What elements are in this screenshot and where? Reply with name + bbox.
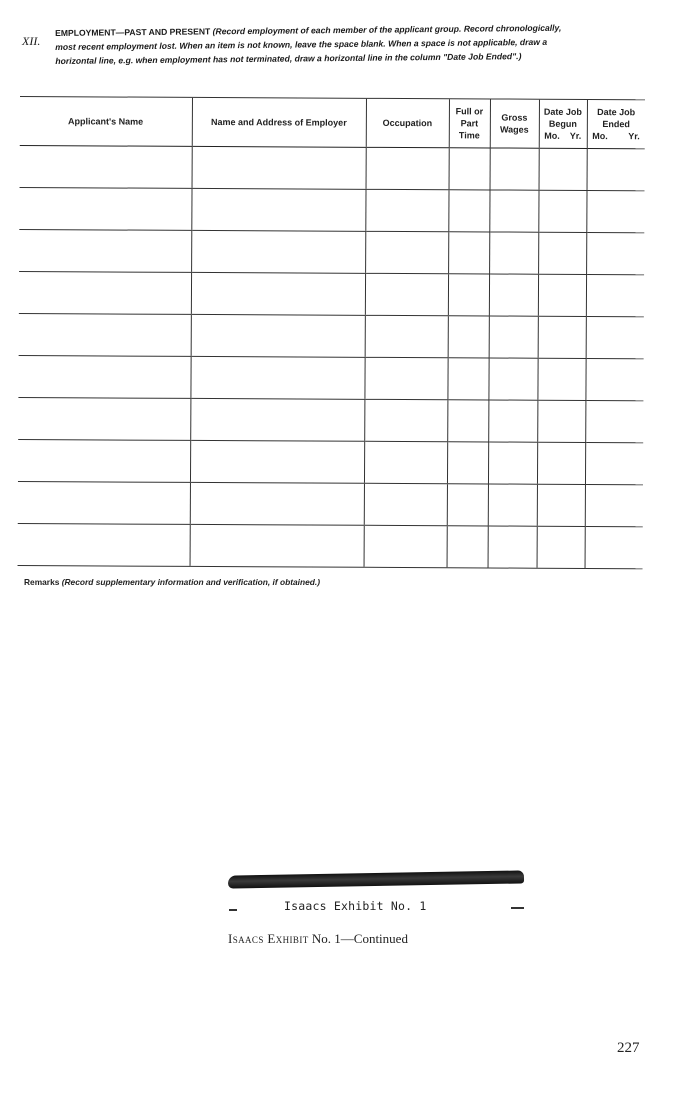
employer-cell	[190, 440, 364, 483]
applicant-cell	[18, 439, 190, 482]
wages-cell	[488, 400, 537, 442]
wages-cell	[488, 484, 537, 526]
employer-cell	[191, 272, 365, 315]
begun-cell	[537, 526, 585, 568]
applicant-cell	[19, 187, 191, 230]
table-row	[19, 229, 644, 274]
occupation-cell	[364, 399, 447, 441]
time-cell	[447, 358, 488, 400]
employer-cell	[190, 356, 364, 399]
remarks-line	[24, 577, 320, 587]
table-row	[19, 313, 644, 358]
table-row	[19, 187, 644, 232]
occupation-cell	[364, 357, 447, 399]
header-full-part-time: Full or Part Time	[449, 99, 490, 148]
begun-cell	[539, 148, 587, 190]
table-row	[18, 523, 643, 568]
wages-cell	[489, 232, 538, 274]
section-instructions-2: most recent employment lost. When an item is not known, leave the space blank. When a space is not applicable, draw a	[55, 36, 548, 52]
begun-cell	[537, 442, 585, 484]
time-cell	[447, 442, 488, 484]
time-cell	[448, 316, 489, 358]
table-row	[18, 439, 643, 484]
wages-cell	[489, 316, 538, 358]
begun-cell	[537, 400, 585, 442]
exhibit-label: Isaacs Exhibit No. 1	[284, 899, 427, 913]
applicant-cell	[19, 229, 191, 272]
table-row	[19, 271, 644, 316]
exhibit-dash-left	[229, 909, 237, 911]
table-body	[18, 145, 645, 568]
header-gross-wages: Gross Wages	[490, 99, 539, 148]
occupation-cell	[365, 231, 448, 273]
occupation-cell	[364, 441, 447, 483]
exhibit-continued	[228, 931, 408, 947]
ended-cell	[585, 358, 643, 400]
begun-cell	[537, 484, 585, 526]
exhibit-dash-right	[511, 907, 524, 909]
section-number: XII.	[22, 34, 41, 48]
occupation-cell	[366, 147, 449, 189]
page-number: 227	[617, 1040, 640, 1056]
ended-cell	[587, 148, 645, 190]
occupation-cell	[365, 189, 448, 231]
continued-suffix: No. 1—Continued	[311, 931, 408, 946]
ended-cell	[585, 484, 643, 526]
employer-cell	[190, 524, 364, 567]
applicant-cell	[20, 145, 192, 188]
ended-cell	[586, 274, 644, 316]
header-date-job-ended: Date Job Ended Mo. Yr.	[587, 99, 645, 148]
wages-cell	[490, 148, 539, 190]
employer-cell	[191, 188, 365, 231]
applicant-cell	[19, 271, 191, 314]
ended-cell	[585, 526, 643, 568]
applicant-cell	[18, 355, 190, 398]
applicant-cell	[19, 313, 191, 356]
table-row	[18, 355, 643, 400]
employer-cell	[190, 398, 364, 441]
time-cell	[448, 274, 489, 316]
section-instructions-1: (Record employment of each member of the applicant group. Record chronologically,	[212, 22, 562, 37]
applicant-cell	[18, 481, 190, 524]
header-row	[20, 96, 645, 148]
wages-cell	[489, 274, 538, 316]
table-row	[20, 145, 645, 190]
section-title: EMPLOYMENT—PAST AND PRESENT	[55, 26, 211, 38]
exhibit-tape-bar	[228, 870, 524, 888]
table-row	[18, 397, 643, 442]
begun-cell	[538, 232, 586, 274]
begun-cell	[538, 316, 586, 358]
time-cell	[447, 526, 488, 568]
wages-cell	[489, 190, 538, 232]
occupation-cell	[365, 273, 448, 315]
wages-cell	[488, 358, 537, 400]
time-cell	[447, 484, 488, 526]
section-text	[55, 20, 647, 68]
ended-cell	[586, 190, 644, 232]
occupation-cell	[364, 525, 447, 567]
section-instructions-3: horizontal line, e.g. when employment has not terminated, draw a horizontal line in the column "Date Job Ended".)	[55, 51, 522, 66]
header-applicant-name: Applicant's Name	[20, 96, 192, 146]
continued-prefix: Isaacs Exhibit	[228, 931, 309, 946]
time-cell	[448, 190, 489, 232]
employer-cell	[190, 482, 364, 525]
ended-cell	[586, 316, 644, 358]
remarks-label: Remarks	[24, 577, 60, 587]
employer-cell	[191, 314, 365, 357]
section-header	[22, 22, 647, 68]
header-employer: Name and Address of Employer	[192, 97, 366, 147]
occupation-cell	[364, 483, 447, 525]
time-cell	[449, 148, 490, 190]
employer-cell	[192, 146, 366, 189]
table-row	[18, 481, 643, 526]
employment-table	[18, 96, 645, 569]
begun-cell	[537, 358, 585, 400]
time-cell	[448, 232, 489, 274]
ended-cell	[585, 400, 643, 442]
applicant-cell	[18, 523, 190, 566]
employer-cell	[191, 230, 365, 273]
ended-cell	[586, 232, 644, 274]
time-cell	[447, 400, 488, 442]
header-occupation: Occupation	[366, 98, 449, 147]
ended-cell	[585, 442, 643, 484]
header-date-job-begun: Date Job Begun Mo. Yr.	[539, 99, 587, 148]
begun-cell	[538, 274, 586, 316]
wages-cell	[488, 442, 537, 484]
occupation-cell	[365, 315, 448, 357]
remarks-text: (Record supplementary information and verification, if obtained.)	[61, 577, 320, 587]
begun-cell	[538, 190, 586, 232]
wages-cell	[488, 526, 537, 568]
applicant-cell	[18, 397, 190, 440]
